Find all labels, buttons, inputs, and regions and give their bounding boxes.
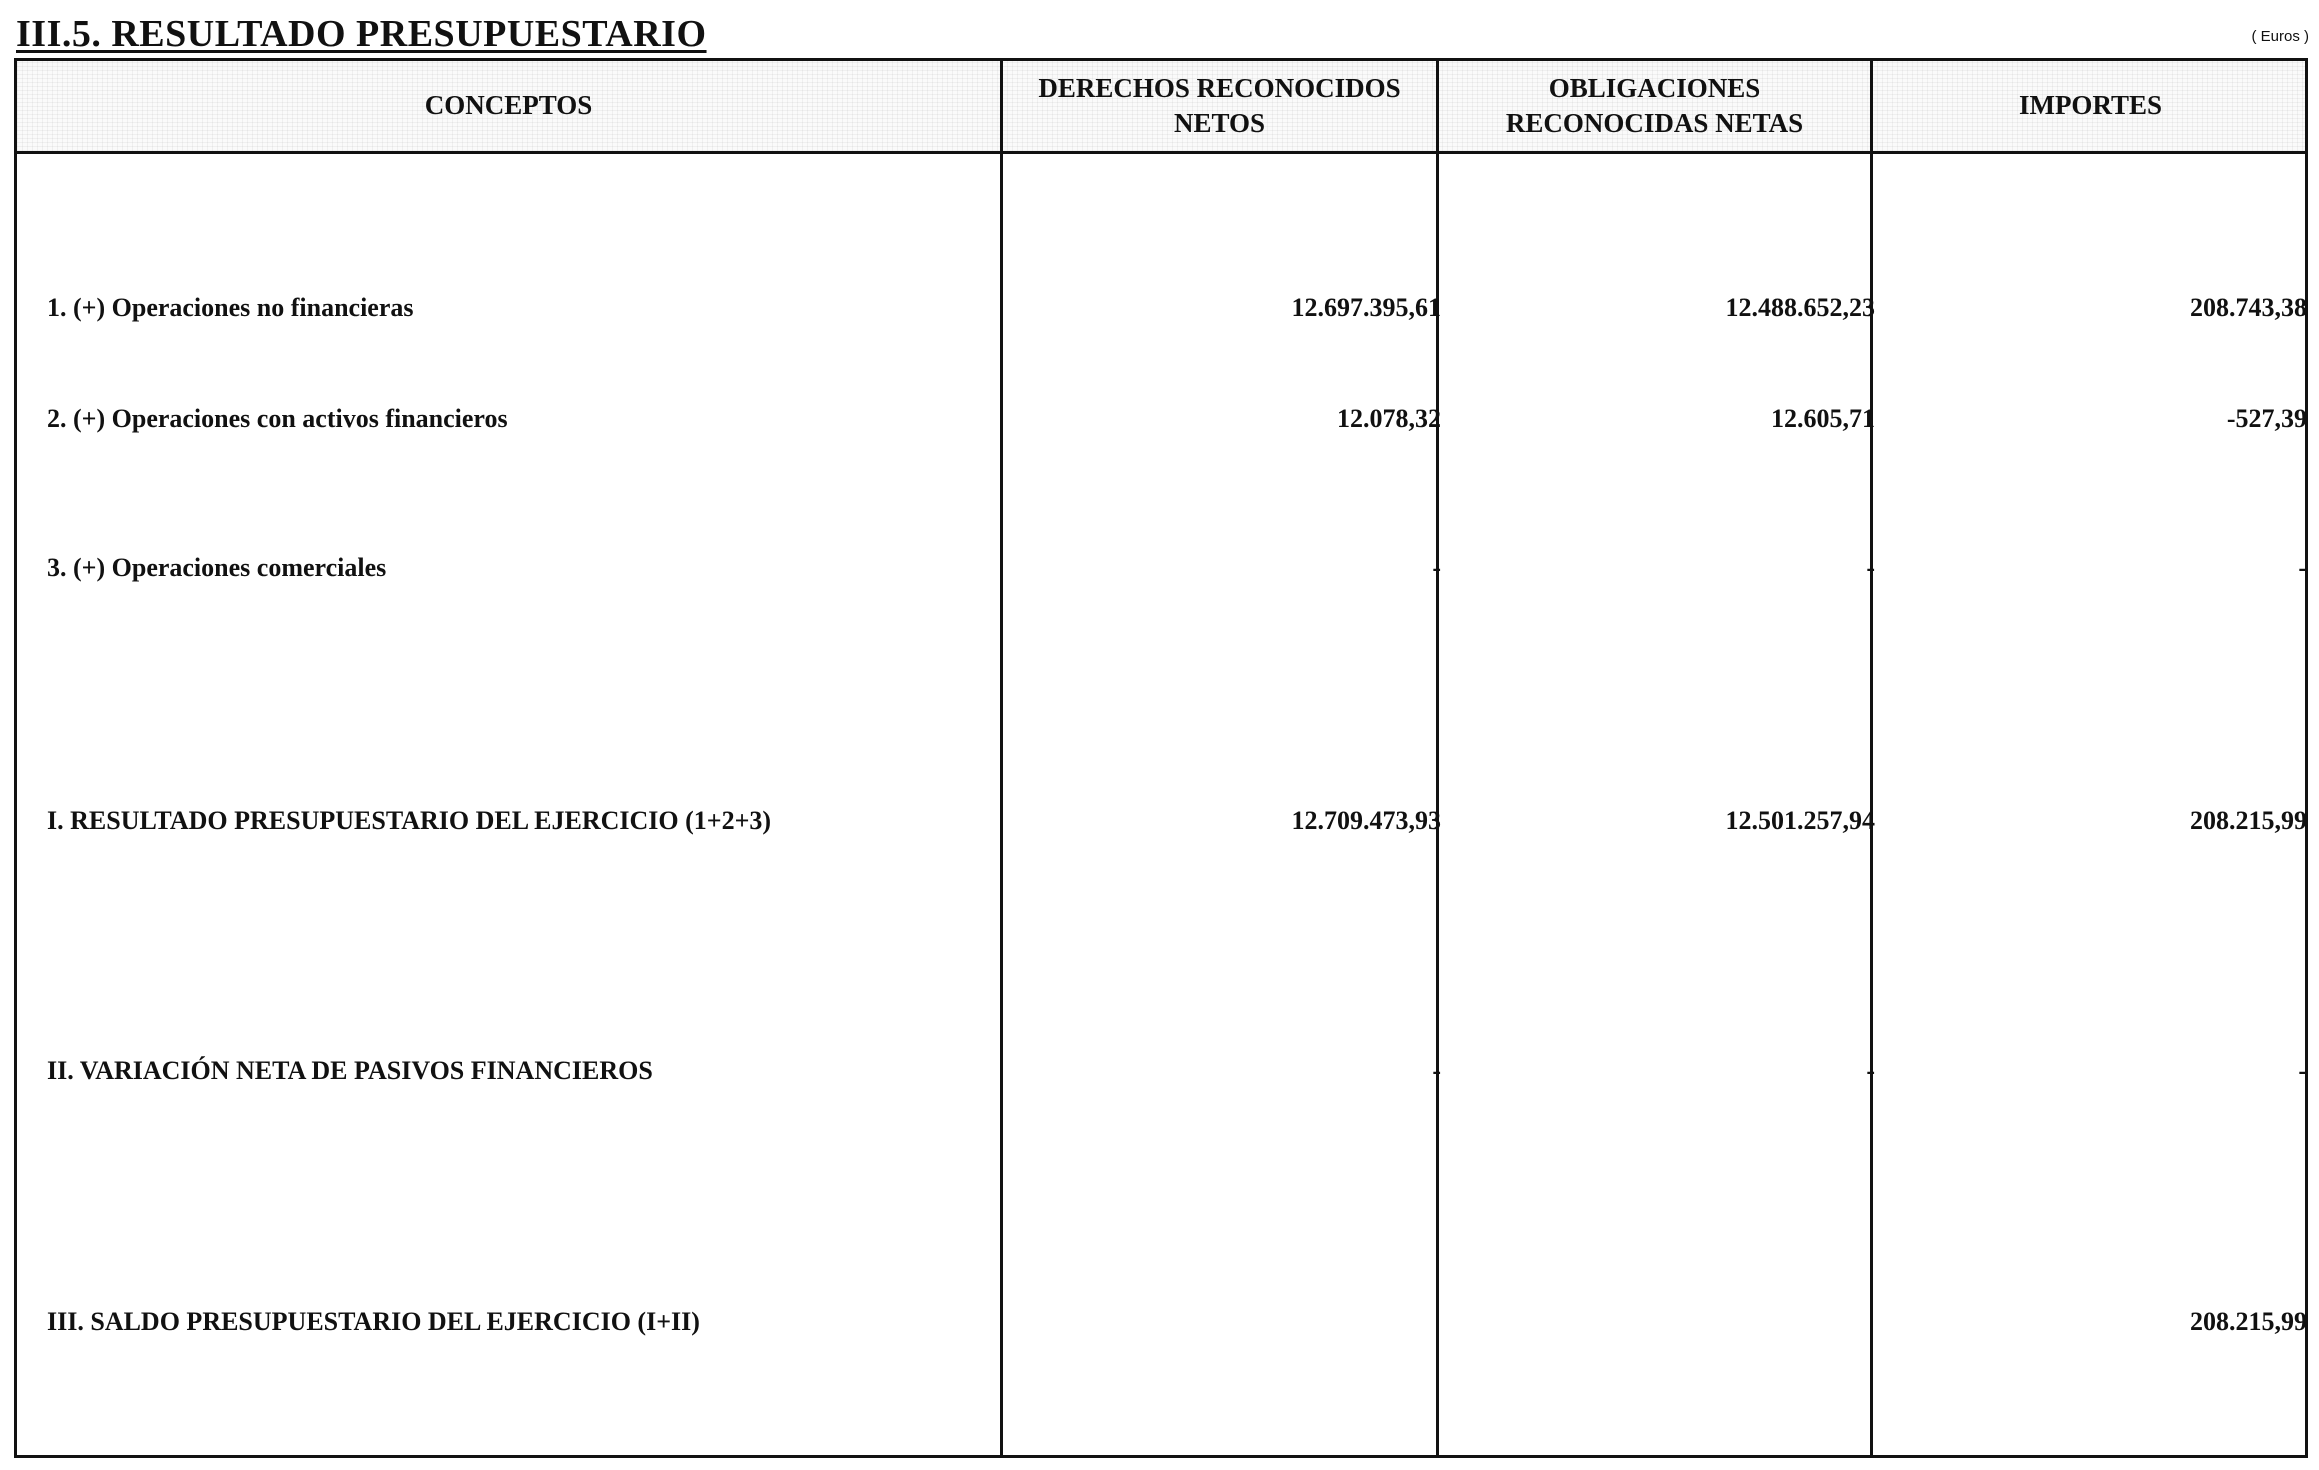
row-obligaciones: 12.501.257,94 xyxy=(1725,806,1875,835)
row-derechos: - xyxy=(1432,1056,1441,1085)
row-derechos: 12.697.395,61 xyxy=(1291,293,1441,322)
row-concept: 2. (+) Operaciones con activos financieros xyxy=(47,404,508,433)
table-row xyxy=(17,1302,2305,1342)
row-concept: III. SALDO PRESUPUESTARIO DEL EJERCICIO (I+II) xyxy=(47,1307,700,1336)
row-concept: I. RESULTADO PRESUPUESTARIO DEL EJERCICIO (1+2+3) xyxy=(47,806,772,835)
row-importes: - xyxy=(2298,1056,2307,1085)
row-importes: 208.215,99 xyxy=(2190,1307,2307,1336)
row-obligaciones: 12.605,71 xyxy=(1771,404,1875,433)
table-row xyxy=(17,801,2305,841)
row-derechos: 12.709.473,93 xyxy=(1291,806,1441,835)
header-obligaciones: OBLIGACIONES RECONOCIDAS NETAS xyxy=(1505,72,1804,138)
row-concept: 3. (+) Operaciones comerciales xyxy=(47,553,387,582)
table-row xyxy=(17,1051,2305,1091)
header-importes: IMPORTES xyxy=(2018,90,2163,121)
table-row xyxy=(17,288,2305,328)
row-importes: 208.215,99 xyxy=(2190,806,2307,835)
table-row xyxy=(17,399,2305,439)
row-obligaciones: 12.488.652,23 xyxy=(1725,293,1875,322)
units-label: ( Euros ) xyxy=(2251,28,2309,45)
row-importes: -527,39 xyxy=(2226,404,2307,433)
table-row xyxy=(17,548,2305,588)
row-obligaciones: - xyxy=(1866,553,1875,582)
row-concept: II. VARIACIÓN NETA DE PASIVOS FINANCIEROS xyxy=(47,1056,653,1085)
budget-result-table xyxy=(14,58,2308,1458)
column-divider xyxy=(1000,61,1003,1455)
row-obligaciones: - xyxy=(1866,1056,1875,1085)
header-conceptos: CONCEPTOS xyxy=(424,90,593,121)
column-divider xyxy=(1436,61,1439,1455)
page-title: III.5. RESULTADO PRESUPUESTARIO xyxy=(16,13,707,55)
row-importes: - xyxy=(2298,553,2307,582)
row-concept: 1. (+) Operaciones no financieras xyxy=(47,293,414,322)
row-derechos: - xyxy=(1432,553,1441,582)
column-divider xyxy=(1870,61,1873,1455)
row-derechos: 12.078,32 xyxy=(1337,404,1441,433)
row-importes: 208.743,38 xyxy=(2190,293,2307,322)
header-derechos: DERECHOS RECONOCIDOS NETOS xyxy=(1038,72,1401,138)
